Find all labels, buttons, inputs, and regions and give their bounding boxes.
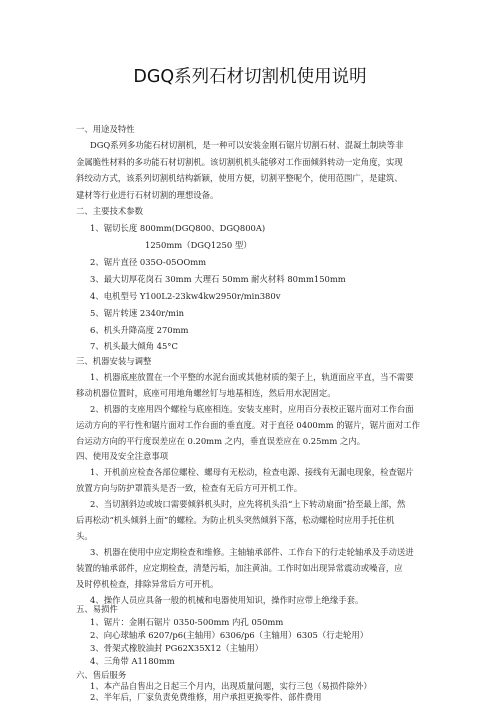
list-item: 5、锯片转速 2340r/min (90, 308, 185, 318)
list-item: 2、锯片直径 035O-05OOmm (90, 257, 207, 267)
list-item: 6、机头升降高度 270mm (90, 325, 189, 335)
paragraph-line: 后再松动“机头倾斜上面”的螺栓。为防止机头突然倾斜下落，松动螺栓时应用手托住机 (76, 515, 395, 525)
paragraph-line: 2、当切割斜边或坡口需要倾斜机头时，应先将机头沿“上下转动扇面”拾至最上部，然 (90, 499, 406, 509)
paragraph-line: 装置的轴承部件，应定期检查，清楚污垢，加注黄油。工作时如出现异常震动或噪音，应 (76, 563, 403, 573)
section-heading: 三、机器安装与调整 (76, 356, 152, 366)
paragraph-line: 金属脆性材料的多功能石材切割机。该切割机机头能够对工作面倾斜转动一定角度，实现 (76, 157, 403, 167)
list-item: 2、半年后，厂家负责免费维修，用户承担更换零件、部件费用 (90, 692, 322, 702)
list-item: 3、最大切厚花岗石 30mm 大理石 50mm 耐火材料 80mm150mm (90, 274, 346, 284)
paragraph-line: 建材等行业进行石材切割的理想设备。 (76, 190, 219, 200)
paragraph-line: DGQ系列多功能石材切割机，是一种可以安装金刚石锯片切割石材、混凝土制块等非 (90, 140, 404, 150)
paragraph-line: 3、机器在使用中应定期检查和维修。主轴轴承部件、工作台下的行走轮轴承及手动送进 (90, 547, 414, 557)
list-item: 1、本产品自售出之日起三个月内，出现质量问题，实行三包（易损件除外） (90, 681, 372, 691)
list-item: 4、三角带 A1180mm (90, 656, 175, 666)
section-heading: 四、使用及安全注意事项 (76, 451, 169, 461)
paragraph-line: 台运动方向的平行度误差应在 0.20mm 之内，垂直误差应在 0.25mm 之内。 (76, 436, 366, 446)
paragraph-line: 运动方向的平行性和锯片面对工作台面的垂直度。对于直径 0400mm 的锯片，锯片面对工作 (76, 420, 421, 430)
paragraph-line: 放置方向与防护罩箭头是否一致，检查有无后方可开机工作。 (76, 483, 303, 493)
paragraph-line: 移动机器位置时，底座可用地角螺丝钉与地基相连，然后用水泥固定。 (76, 388, 336, 398)
paragraph-line: 1、机器底座放置在一个平整的水泥台面或其他材质的架子上，轨道面应平直，当不需要 (90, 372, 414, 382)
list-item: 1、锯切长度 800mm(DGQ800、DGQ800A) (90, 223, 266, 233)
section-heading: 五、易损件 (76, 604, 118, 614)
paragraph-line: 2、机器的支座用四个螺栓与底座相连。安装支座时，应用百分表校正锯片面对工作台面 (90, 404, 414, 414)
section-heading: 一、用途及特性 (76, 124, 135, 134)
list-item: 7、机头最大倾角 45°C (90, 341, 178, 351)
list-item: 3、骨架式橡胶油封 PG62X35X12（主轴用） (90, 643, 264, 653)
document-title: DGQ系列石材切割机使用说明 (133, 67, 367, 87)
list-item-continuation: 1250mm（DGQ1250 型） (145, 240, 252, 250)
section-heading: 六、售后服务 (76, 670, 127, 680)
list-item: 4、电机型号 Y100L2-23kw4kw2950r/min380v (90, 291, 281, 301)
paragraph-line: 1、开机前应检查各部位螺栓、螺母有无松动，检查电源、接线有无漏电现象，检查锯片 (90, 467, 414, 477)
list-item: 2、向心球轴承 6207/p6(主轴用）6306/p6（主轴用）6305（行走轮用） (90, 630, 369, 640)
paragraph-line: 斜绞动方式，该系列切割机结构新颖，使用方便，切割平整呢个，使用范围广，是建筑、 (76, 173, 403, 183)
list-item: 1、锯片：金刚石锯片 0350-500mm 内孔 050mm (90, 617, 284, 627)
paragraph-line: 头。 (76, 531, 93, 541)
section-heading: 二、主要技术参数 (76, 206, 143, 216)
paragraph-line: 4、操作人员应具备一般的机械和电器使用知识，操作时应带上绝缘手套。 (90, 595, 364, 605)
paragraph-line: 及时停机检查，排除异常后方可开机。 (76, 579, 219, 589)
